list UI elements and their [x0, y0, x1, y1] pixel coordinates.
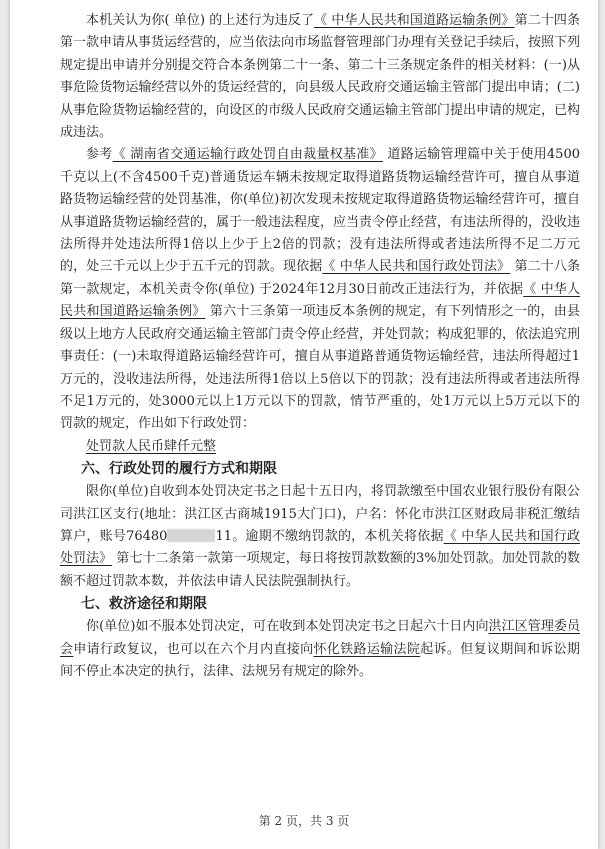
document-body [60, 10, 580, 683]
paragraph-text: 你(单位)如不服本处罚决定，可在收到本处罚决定书之日起六十日内向 [86, 619, 489, 635]
paragraph-text: 申请行政复议，也可以在六个月内直接向 [73, 641, 314, 657]
paragraph-text: 第六十三条第一项违反本条例的规定，有下列情形之一的，由县级以上地方人民政府交通运输主管部门责令停止经营，并处罚款；构成犯罪的，依法追究刑事责任：(一)未取得道路运输经营许可，擅自从事道路普通货物运输经营，违法所得超过1万元的，没收违法所得，处违法所得1倍以上5倍以下的罚款；没有违法所得或者违法所得不足1万元的，处3000元以上1万元以下的罚款，情节严重的，处1万元以上5万元以下的罚款的规定，作出如下行政处罚： [60, 304, 581, 432]
penalty-amount: 处罚款人民币肆仟元整 [86, 438, 217, 454]
law-reference: 《 中华人民共和国道路运输条例》 [60, 281, 580, 320]
law-reference: 《 中华人民共和国行政处罚法》 [322, 259, 511, 275]
paragraph-text: 11。逾期不缴纳罚款的，本机关将依据 [215, 528, 444, 544]
review-authority: 洪江区管理委员会 [60, 619, 580, 657]
law-reference: 《 湖南省交通运输行政处罚自由裁量权基准》 [112, 147, 383, 163]
law-reference: 《 中华人民共和国行政处罚法》 [60, 528, 581, 567]
paragraph-text: 本机关认为你( 单位) 的上述行为违反了 [86, 13, 315, 28]
paragraph-text: 第七十二条第一款第一项规定，每日将按罚款数额的3%加处罚款。加处罚款的数额不超过罚款本数，并依法申请人民法院强制执行。 [60, 551, 580, 589]
basis-paragraph [60, 144, 580, 435]
paragraph-text: 道路运输管理篇中关于使用4500千克以上(不含4500千克)普通货运车辆未按规定取得道路货物运输经营许可，擅自从事道路货物运输经营的处罚基准，你(单位)初次发现未按规定取得道路货物运输经营许可，擅自从事道路货物运输经营的，属于一般违法程度，应当责令停止经营，有违法所得的，没收违法所得并处违法所得1倍以上少于上2倍的罚款；没有违法所得或者违法所得不足二万元的，处三千元以上少于五千元的罚款。现依据 [60, 147, 581, 275]
paragraph-text: 第二十八条第一款规定，本机关责令你(单位) 于2024年12月30日前改正违法行为，并依据 [60, 259, 580, 297]
page-number: 第 2 页，共 3 页 [258, 814, 350, 828]
penalty-paragraph [60, 436, 580, 458]
paragraph-text: 限你(单位)自收到本处罚决定书之日起十五日内，将罚款缴至中国农业银行股份有限公司洪江区支行(地址：洪江区古商城1915大门口)，户名：怀化市洪江区财政局非税汇缴结算户，账号76480 [60, 484, 580, 544]
law-reference: 《 中华人民共和国道路运输条例》 [314, 13, 515, 28]
paragraph-text: 第二十四条第一款申请从事货运经营的，应当依法向市场监督管理部门办理有关登记手续后，按照下列规定提出申请并分别提交符合本条例第二十一条、第二十三条规定条件的相关材料：(一)从事危险货物运输经营以外的货运经营的，向县级人民政府交通运输主管部门提出申请；(二)从事危险货物运输经营的，向设区的市级人民政府交通运输主管部门提出申请的规定，已构成违法。 [60, 13, 581, 141]
document-page [10, 0, 598, 849]
court-name: 怀化铁路运输法院 [313, 641, 421, 657]
redacted-account-mask [167, 529, 215, 542]
section-heading-7: 七、救济途径和期限 [81, 596, 207, 613]
paragraph-text: 参考 [86, 147, 113, 163]
remedy-paragraph [60, 616, 580, 683]
paragraph-text: 起诉。但复议期间和诉讼期间不停止本决定的执行，法律、法规另有规定的除外。 [60, 641, 580, 679]
violation-paragraph [60, 10, 580, 144]
payment-paragraph [60, 481, 580, 593]
section-heading-6: 六、行政处罚的履行方式和期限 [81, 461, 277, 478]
